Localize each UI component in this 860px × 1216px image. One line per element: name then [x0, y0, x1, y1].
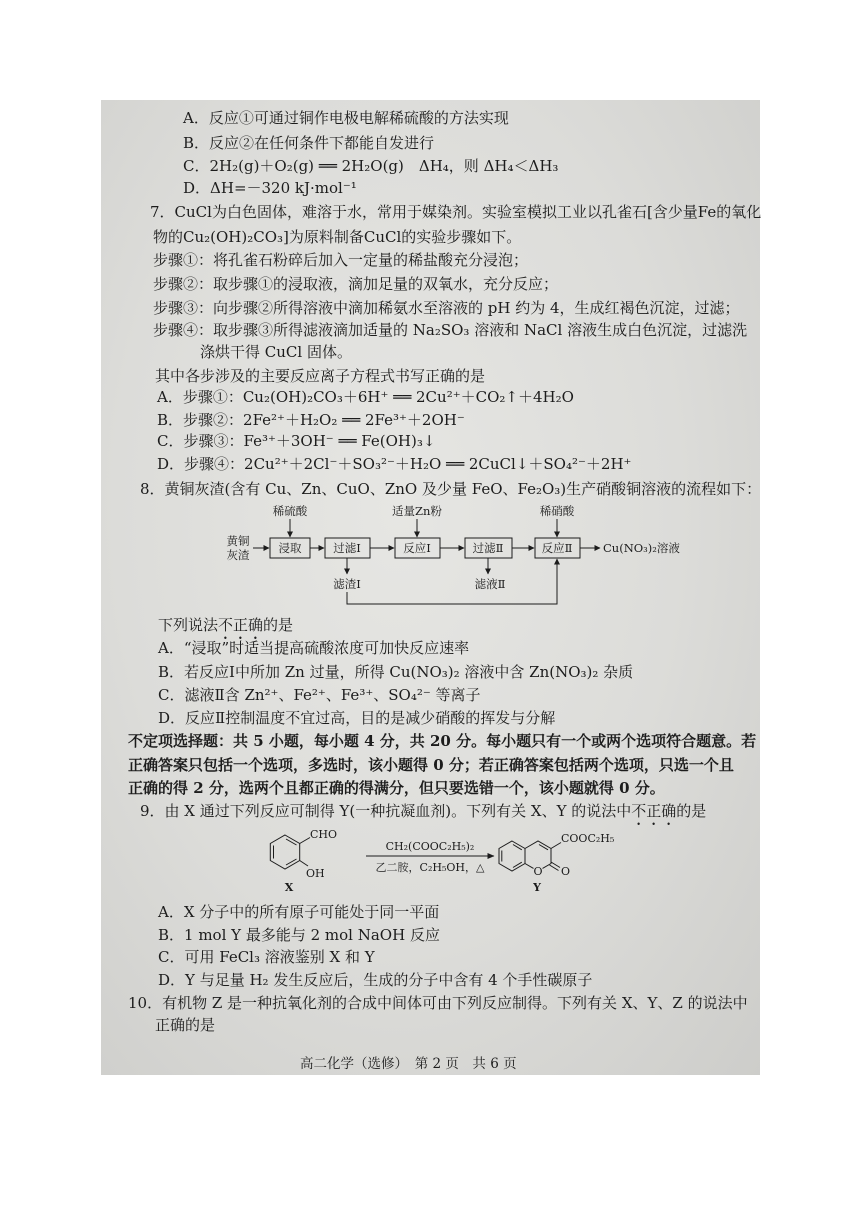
q8-option-d: D．反应Ⅱ控制温度不宜过高，目的是减少硝酸的挥发与分解 — [158, 709, 556, 727]
flow-step-leach: 浸取 — [278, 541, 302, 555]
flow-step-filter1: 过滤Ⅰ — [333, 541, 361, 555]
flow-residue1: 滤渣Ⅰ — [333, 577, 361, 591]
bond — [300, 838, 310, 844]
flow-filtrate2: 滤液Ⅱ — [474, 577, 506, 591]
q9-option-a: A．X 分子中的所有原子可能处于同一平面 — [158, 903, 440, 921]
flow-input-line2: 灰渣 — [226, 548, 250, 562]
benzene-ring-y — [499, 841, 525, 871]
q8-flow-diagram — [210, 500, 710, 615]
q9-option-b: B．1 mol Y 最多能与 2 mol NaOH 反应 — [158, 926, 440, 944]
q10-stem-line2: 正确的是 — [155, 1016, 216, 1034]
q9-stem-suffix: 的是 — [676, 802, 707, 820]
reagent-diethyl-malonate: CH₂(COOC₂H₅)₂ — [385, 840, 475, 853]
q9-stem-emphasis: 不正确 — [631, 802, 677, 820]
page-footer: 高二化学（选修） 第 2 页 共 6 页 — [300, 1056, 517, 1072]
q9-reaction-scheme — [255, 822, 645, 897]
q8-question-prefix: 下列说法 — [158, 616, 219, 634]
q8-option-a: A．“浸取”时适当提高硫酸浓度可加快反应速率 — [158, 639, 470, 657]
q7-option-d: D．步骤④：2Cu²⁺＋2Cl⁻＋SO₃²⁻＋H₂O ══ 2CuCl↓＋SO₄²⁻＋2H⁺ — [157, 455, 632, 473]
q10-stem-line1: 10．有机物 Z 是一种抗氧化剂的合成中间体可由下列反应制得。下列有关 X、Y、Z 的说法中 — [128, 994, 748, 1012]
label-y: Y — [533, 881, 541, 894]
q6-option-c: C．2H₂(g)＋O₂(g) ══ 2H₂O(g) ΔH₄，则 ΔH₄＜ΔH₃ — [183, 157, 559, 175]
section-instructions-line1: 不定项选择题：共 5 小题，每小题 4 分，共 20 分。每小题只有一个或两个选项符合题意。若 — [128, 732, 757, 750]
bond — [525, 864, 534, 869]
reaction-conditions: 乙二胺，C₂H₅OH，△ — [375, 861, 485, 874]
q8-question-emphasis: 不正确 — [218, 616, 264, 634]
flow-input-line1: 黄铜 — [226, 534, 250, 548]
q7-stem-line2: 物的Cu₂(OH)₂CO₃]为原料制备CuCl的实验步骤如下。 — [153, 228, 522, 246]
double-bond — [286, 859, 297, 865]
q7-step1: 步骤①：将孔雀石粉碎后加入一定量的稀盐酸充分浸泡； — [153, 251, 529, 269]
q8-question-suffix: 的是 — [263, 616, 294, 634]
q7-option-b: B．步骤②：2Fe²⁺＋H₂O₂ ══ 2Fe³⁺＋2OH⁻ — [157, 411, 465, 429]
q7-step4-line2: 涤烘干得 CuCl 固体。 — [200, 343, 352, 361]
flow-step-reaction1: 反应Ⅰ — [403, 541, 431, 555]
q7-step2: 步骤②：取步骤①的浸取液，滴加足量的双氧水，充分反应； — [153, 275, 559, 293]
double-bond — [513, 845, 522, 850]
q7-option-c: C．步骤③：Fe³⁺＋3OH⁻ ══ Fe(OH)₃↓ — [157, 432, 436, 450]
q7-question: 其中各步涉及的主要反应离子方程式书写正确的是 — [155, 367, 486, 385]
y-ester-group: COOC₂H₅ — [561, 832, 615, 845]
bond — [551, 843, 561, 849]
flow-reagent-nitric-acid: 稀硝酸 — [539, 504, 575, 518]
double-bond — [286, 839, 297, 845]
flow-recycle-arrow — [347, 559, 557, 604]
double-bond — [513, 862, 522, 867]
y-carbonyl-oxygen: O — [561, 865, 571, 878]
flow-reagent-sulfuric-acid: 稀硫酸 — [272, 504, 308, 518]
flow-step-reaction2: 反应Ⅱ — [541, 541, 573, 555]
q7-step4-line1: 步骤④：取步骤③所得滤液滴加适量的 Na₂SO₃ 溶液和 NaCl 溶液生成白色沉淀，过滤洗 — [153, 321, 748, 339]
label-x: X — [284, 881, 294, 894]
flow-product: Cu(NO₃)₂溶液 — [603, 541, 680, 555]
q7-stem-line1: 7．CuCl为白色固体，难溶于水，常用于媒染剂。实验室模拟工业以孔雀石[含少量Fe的氧化 — [150, 203, 762, 221]
q7-step3: 步骤③：向步骤②所得溶液中滴加稀氨水至溶液的 pH 约为 4，生成红褐色沉淀，过滤； — [153, 299, 740, 317]
flow-reagent-zinc-powder: 适量Zn粉 — [392, 504, 442, 518]
q6-option-b: B．反应②在任何条件下都能自发进行 — [183, 134, 435, 152]
q6-option-d: D．ΔH=－320 kJ·mol⁻¹ — [183, 179, 357, 197]
q6-option-a: A．反应①可通过铜作电极电解稀硫酸的方法实现 — [183, 109, 509, 127]
q9-stem-prefix: 9．由 X 通过下列反应可制得 Y(一种抗凝血剂)。下列有关 X、Y 的说法中 — [140, 802, 632, 820]
q8-option-b: B．若反应Ⅰ中所加 Zn 过量，所得 Cu(NO₃)₂ 溶液中含 Zn(NO₃)₂ 杂质 — [158, 663, 634, 681]
benzene-ring-x — [270, 835, 299, 869]
y-ring-oxygen: O — [533, 865, 543, 878]
x-hydroxyl-group: OH — [306, 867, 325, 880]
bond — [300, 861, 308, 867]
flow-step-filter2: 过滤Ⅱ — [472, 541, 504, 555]
q8-option-c: C．滤液Ⅱ含 Zn²⁺、Fe²⁺、Fe³⁺、SO₄²⁻ 等离子 — [158, 686, 481, 704]
section-instructions-line3: 正确的得 2 分，选两个且都正确的得满分，但只要选错一个，该小题就得 0 分。 — [128, 779, 665, 797]
section-instructions-line2: 正确答案只包括一个选项，多选时，该小题得 0 分；若正确答案包括两个选项，只选一个且 — [128, 756, 734, 774]
x-aldehyde-group: CHO — [310, 828, 338, 841]
q8-stem: 8．黄铜灰渣(含有 Cu、Zn、CuO、ZnO 及少量 FeO、Fe₂O₃)生产硝酸铜溶液的流程如下： — [140, 480, 762, 498]
q7-option-a: A．步骤①：Cu₂(OH)₂CO₃＋6H⁺ ══ 2Cu²⁺＋CO₂↑＋4H₂O — [157, 388, 574, 406]
q9-option-d: D．Y 与足量 H₂ 发生反应后，生成的分子中含有 4 个手性碳原子 — [158, 971, 593, 989]
double-bond — [539, 845, 548, 850]
q9-option-c: C．可用 FeCl₃ 溶液鉴别 X 和 Y — [158, 948, 375, 966]
